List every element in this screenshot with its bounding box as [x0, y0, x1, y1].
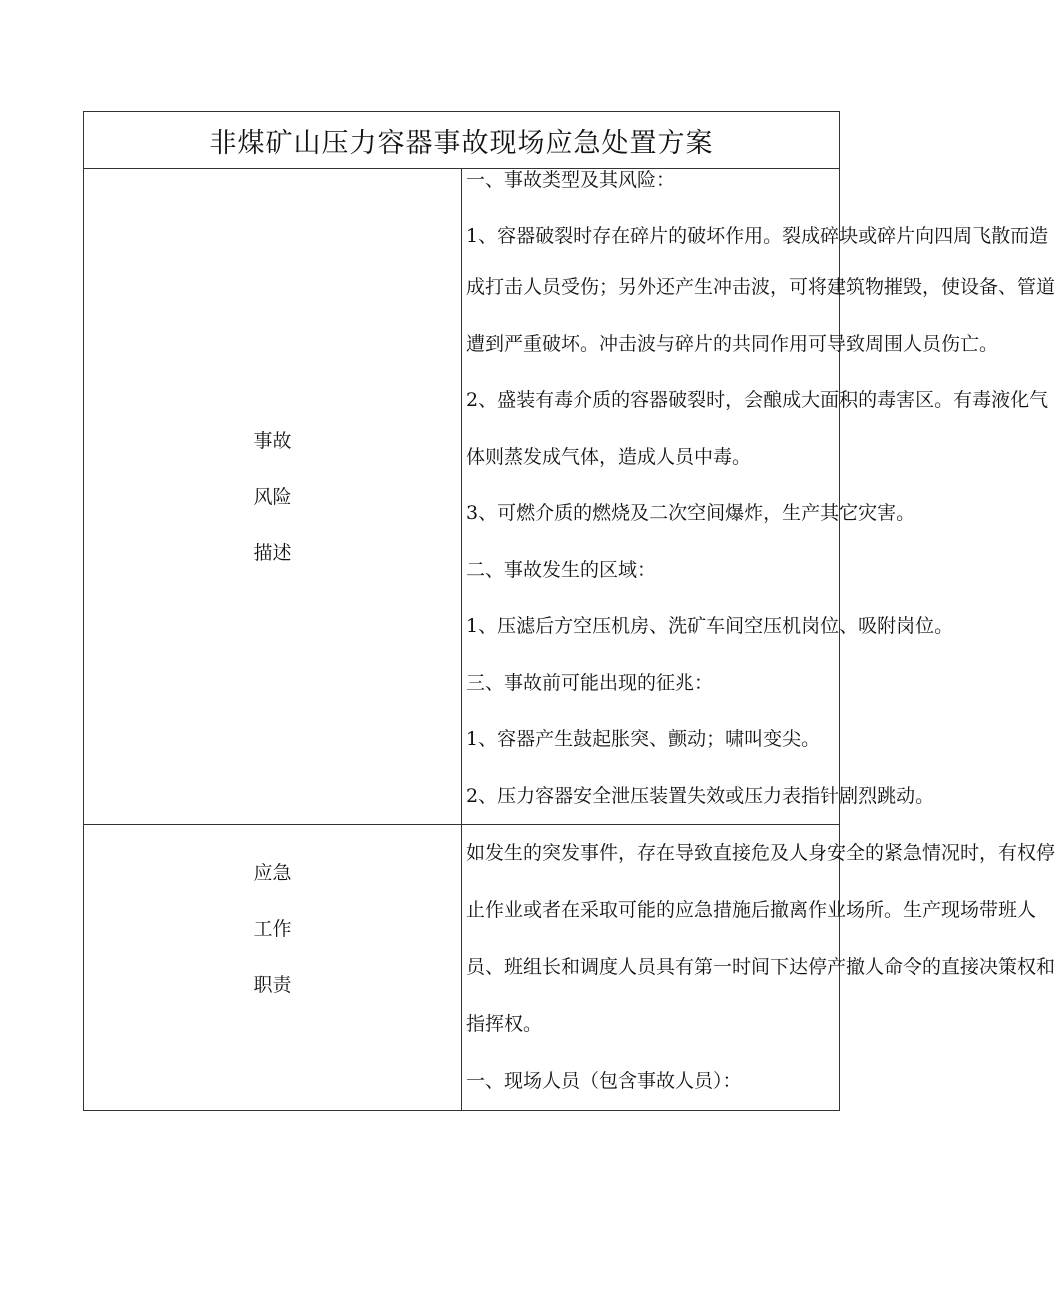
- section-row-duty: [84, 825, 840, 1111]
- label-line: 职责: [253, 974, 292, 996]
- paragraph-line: 遭到严重破坏。冲击波与碎片的共同作用可导致周围人员伤亡。: [466, 332, 999, 355]
- section-label-risk: [84, 169, 462, 825]
- label-line: 风险: [253, 485, 292, 508]
- heading-signs: 三、事故前可能出现的征兆：: [466, 671, 714, 694]
- paragraph-line: 1、容器产生鼓起胀突、颤动；啸叫变尖。: [466, 728, 821, 750]
- paragraph-line: 1、容器破裂时存在碎片的破坏作用。裂成碎块或碎片向四周飞散而造: [466, 225, 1049, 247]
- heading-area: 二、事故发生的区域：: [466, 558, 657, 581]
- label-line: 事故: [253, 429, 292, 452]
- paragraph-line: 成打击人员受伤；另外还产生冲击波，可将建筑物摧毁，使设备、管道: [466, 276, 1055, 298]
- label-line: 应急: [253, 862, 292, 884]
- section-content-risk: [462, 169, 1055, 825]
- plan-table: [83, 111, 1055, 1111]
- section-row-risk: [84, 169, 840, 825]
- paragraph-line: 2、盛装有毒介质的容器破裂时，会酿成大面积的毒害区。有毒液化气: [466, 389, 1049, 411]
- paragraph-line: 止作业或者在采取可能的应急措施后撤离作业场所。生产现场带班人: [466, 899, 1037, 921]
- label-line: 描述: [253, 541, 292, 564]
- title-row: [84, 112, 840, 169]
- heading-onsite-staff: 一、现场人员（包含事故人员）：: [466, 1070, 742, 1092]
- section-content-duty: [462, 825, 1055, 1111]
- paragraph-line: 2、压力容器安全泄压装置失效或压力表指针剧烈跳动。: [466, 784, 935, 807]
- paragraph-line: 体则蒸发成气体，造成人员中毒。: [466, 445, 752, 468]
- paragraph-line: 1、压滤后方空压机房、洗矿车间空压机岗位、吸附岗位。: [466, 615, 954, 637]
- paragraph-line: 3、可燃介质的燃烧及二次空间爆炸，生产其它灾害。: [466, 502, 916, 524]
- label-line: 工作: [253, 918, 292, 940]
- paragraph-line: 员、班组长和调度人员具有第一时间下达停产撤人命令的直接决策权和: [466, 956, 1055, 978]
- heading-accident-types: 一、事故类型及其风险：: [466, 169, 676, 191]
- section-label-duty: [84, 825, 462, 1111]
- document-title: 非煤矿山压力容器事故现场应急处置方案: [84, 112, 840, 169]
- paragraph-line: 如发生的突发事件，存在导致直接危及人身安全的紧急情况时，有权停: [466, 842, 1055, 864]
- paragraph-line: 指挥权。: [466, 1013, 543, 1035]
